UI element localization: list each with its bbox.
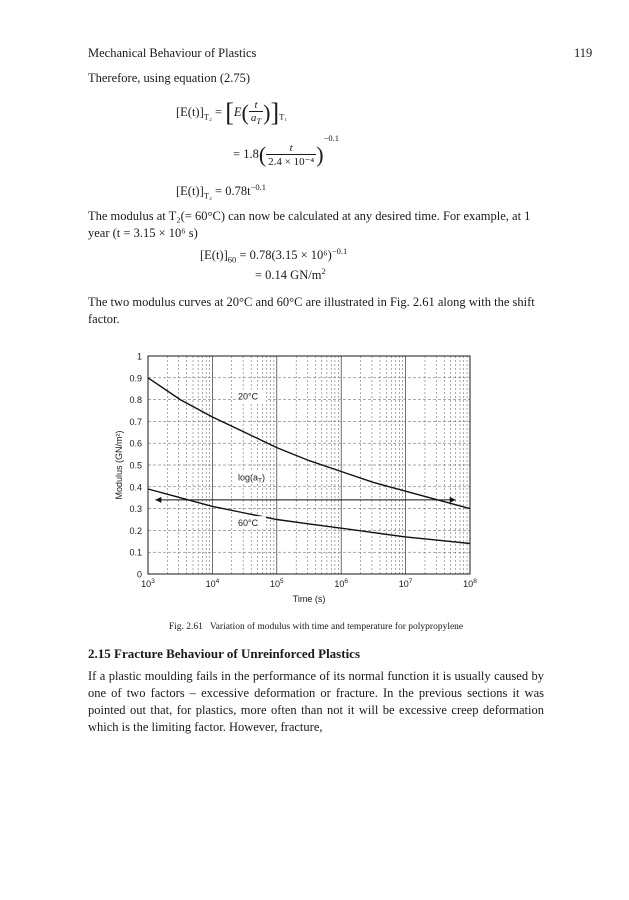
eq2-equals: = [233, 146, 241, 161]
y-tick-label: 0 [136, 569, 142, 580]
eq2-coefficient: 1.8 [243, 146, 259, 161]
paragraph-fracture: If a plastic moulding fails in the performance of its normal function it is usually caused by one of two factors – excessive deformation or fracture. In the previous sections it was pointed out that, for plastics, more often than not it will be excessive creep deformation which is the limiting factor. However, fracture, [88, 669, 544, 734]
running-title: Mechanical Behaviour of Plastics [88, 46, 257, 60]
y-tick-label: 1 [136, 351, 142, 362]
shift-arrow-head-right [450, 497, 456, 503]
eq1-lhs-sub: T₂ [203, 111, 212, 122]
intro-text: Therefore, using equation (2.75) [88, 71, 251, 85]
shift-arrow-head-left [155, 497, 161, 503]
y-tick-label: 0.4 [129, 482, 142, 493]
caption-text: Variation of modulus with time and temperature for polypropylene [209, 622, 464, 632]
eq4-exponent: −0.1 [331, 246, 348, 256]
x-axis-label: Time (s) [292, 594, 326, 604]
eq3-rhs: = 0.78t [215, 184, 251, 199]
figure-caption [88, 622, 544, 632]
y-tick-label: 0.7 [129, 416, 142, 427]
annotation-label: 20°C [238, 391, 259, 402]
series-line-60c [148, 489, 470, 544]
modulus-chart-svg [108, 348, 508, 610]
eq3-exponent: −0.1 [250, 182, 266, 192]
y-tick-label: 0.3 [129, 504, 142, 515]
y-tick-label: 0.1 [129, 547, 142, 558]
x-tick-label: $10^6$ [334, 578, 349, 589]
page-number: 119 [574, 46, 593, 60]
eq1-equals: = [215, 104, 223, 119]
eq2-exponent: −0.1 [323, 132, 339, 143]
eq1-frac-den-sub: T [256, 116, 262, 127]
paragraph-curves: The two modulus curves at 20°C and 60°C are illustrated in Fig. 2.61 along with the shift factor. [88, 295, 535, 326]
eq1-E: E [233, 104, 242, 119]
x-tick-label: $10^8$ [463, 578, 477, 589]
eq1-frac-den: a [250, 112, 257, 125]
eq1-lhs: [E(t)] [176, 104, 204, 119]
eq3-lhs: [E(t)] [176, 184, 204, 199]
eq2-frac-den: 2.4 × 10⁻⁴ [268, 156, 315, 168]
eq4-lhs: [E(t)] [200, 248, 228, 263]
eq1-outer-sub: T₁ [279, 111, 288, 122]
paragraph-modulus: The modulus at T₂(= 60°C) can now be calculated at any desired time. For example, at 1 year (t = 3.15 × 10⁶ s) [88, 209, 531, 240]
eq2-frac-num: t [289, 142, 293, 154]
x-tick-label: $10^3$ [141, 578, 155, 589]
y-tick-label: 0.5 [129, 460, 142, 471]
section-title: 2.15 Fracture Behaviour of Unreinforced Plastics [88, 646, 361, 661]
eq5-rhs: = 0.14 GN/m [255, 268, 322, 283]
y-axis-label: Modulus (GN/m²) [114, 430, 124, 500]
x-tick-label: $10^7$ [398, 578, 413, 589]
eq4-rhs: = 0.78(3.15 × 10⁶) [239, 248, 332, 263]
x-tick-label: $10^4$ [205, 578, 220, 589]
modulus-chart [108, 348, 508, 610]
equation-one-year [200, 246, 347, 265]
equation-result [176, 182, 266, 201]
caption-label: Fig. 2.61 [168, 622, 203, 632]
eq3-lhs-sub: T₂ [203, 190, 212, 201]
eq1-frac-num: t [254, 99, 258, 112]
annotation-label: $\log(a_T)$ [238, 472, 266, 485]
y-tick-label: 0.9 [129, 373, 142, 384]
y-tick-label: 0.8 [129, 395, 142, 406]
y-tick-label: 0.2 [129, 525, 142, 536]
eq5-exponent: 2 [321, 266, 326, 276]
equation-shift: $[E(t)]_{T_2} = [E$( $\frac{t}{a_T}$ )]$_{T_1}$ [176, 98, 288, 127]
eq1-fraction [249, 99, 263, 126]
eq4-lhs-sub: 60 [227, 254, 237, 265]
annotation-label: 60°C [238, 518, 259, 529]
x-tick-label: $10^5$ [269, 578, 284, 589]
equation-final-value [255, 266, 326, 283]
y-tick-label: 0.6 [129, 438, 142, 449]
eq2-fraction [266, 142, 316, 168]
equation-numeric: = 1.8( $\frac{t}{\text{2.4 × 10⁻⁴}}$ )$^{-0.1}$ [233, 132, 339, 168]
